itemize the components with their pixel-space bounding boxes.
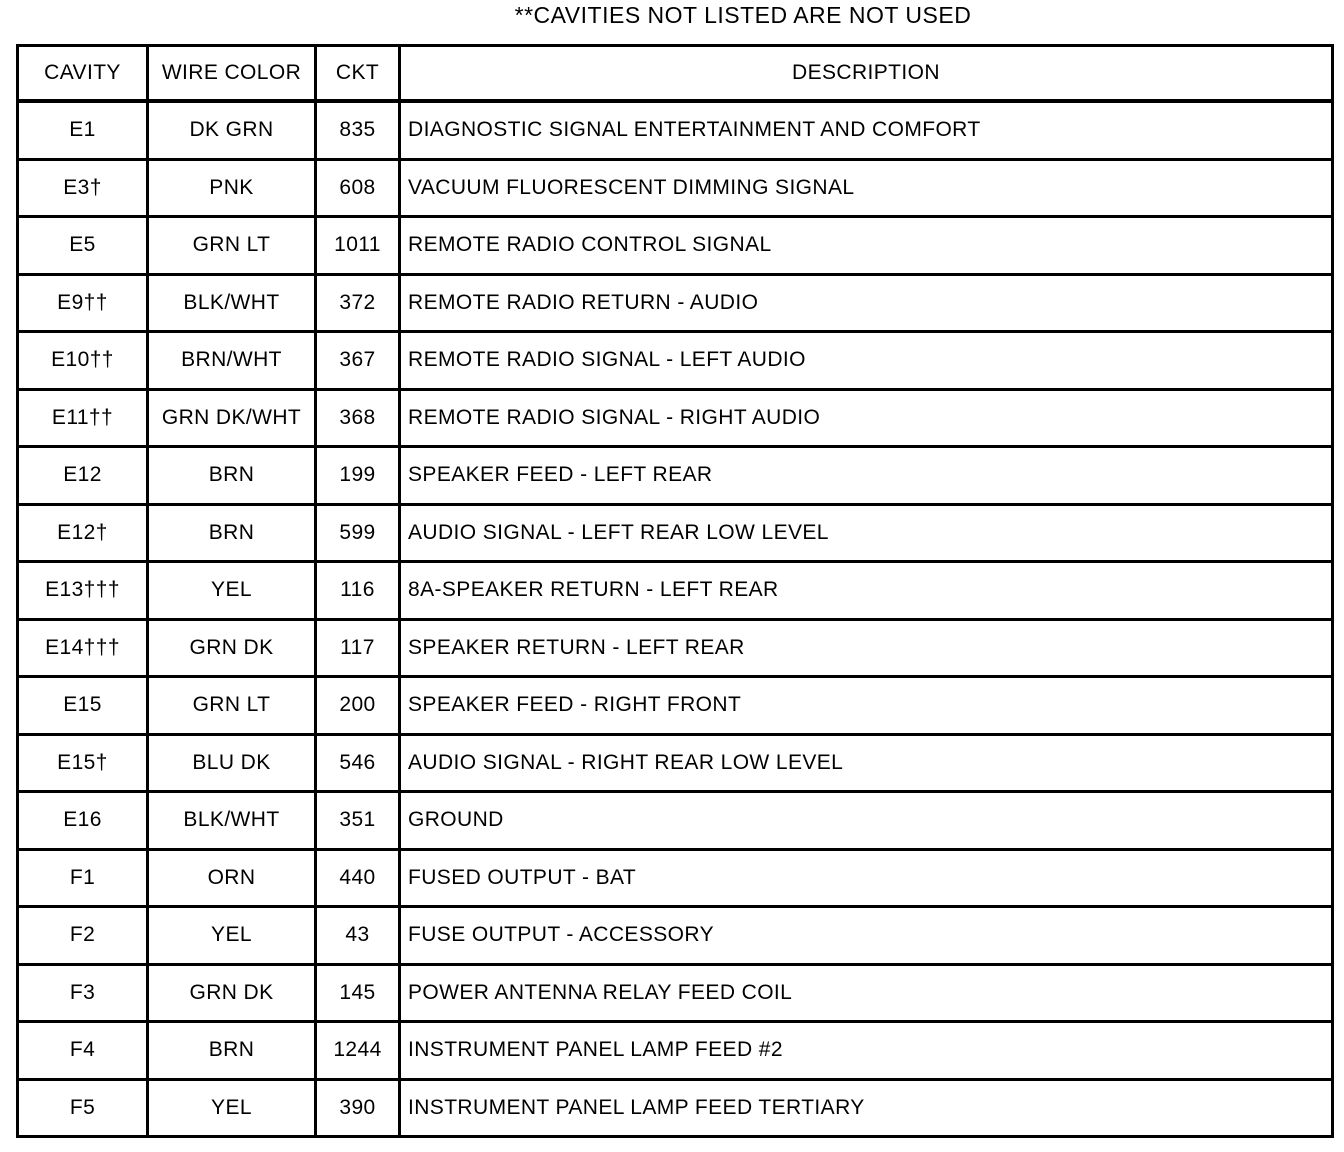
ckt-cell: 116 <box>317 563 401 618</box>
ckt-cell: 372 <box>317 276 401 331</box>
description-cell: AUDIO SIGNAL - RIGHT REAR LOW LEVEL <box>408 750 844 774</box>
header-description: DESCRIPTION <box>792 61 940 84</box>
description-cell: FUSED OUTPUT - BAT <box>408 865 637 889</box>
wire-color-cell: GRN DK <box>149 966 317 1021</box>
cavity-cell: F1 <box>19 851 149 906</box>
ckt-cell: 367 <box>317 333 401 388</box>
description-cell: REMOTE RADIO CONTROL SIGNAL <box>408 233 772 257</box>
table-body <box>19 103 1331 1138</box>
table-row <box>19 966 1331 1024</box>
description-cell: SPEAKER RETURN - LEFT REAR <box>408 635 745 659</box>
wire-color-cell: YEL <box>149 1081 317 1136</box>
table-header-row <box>19 47 1331 103</box>
wire-color-cell: DK GRN <box>149 103 317 158</box>
wire-color-cell: PNK <box>149 161 317 216</box>
ckt-cell: 440 <box>317 851 401 906</box>
table-row <box>19 103 1331 161</box>
cavity-cell: F2 <box>19 908 149 963</box>
description-cell: SPEAKER FEED - RIGHT FRONT <box>408 693 742 717</box>
cavity-cell: F4 <box>19 1023 149 1078</box>
ckt-cell: 200 <box>317 678 401 733</box>
table-row <box>19 1081 1331 1139</box>
cavity-cell: F3 <box>19 966 149 1021</box>
ckt-cell: 1244 <box>317 1023 401 1078</box>
table-row <box>19 736 1331 794</box>
description-cell: DIAGNOSTIC SIGNAL ENTERTAINMENT AND COMFORT <box>408 118 981 142</box>
table-row <box>19 1023 1331 1081</box>
description-cell: 8A-SPEAKER RETURN - LEFT REAR <box>408 578 779 602</box>
table-row <box>19 391 1331 449</box>
ckt-cell: 608 <box>317 161 401 216</box>
description-cell: INSTRUMENT PANEL LAMP FEED TERTIARY <box>408 1095 865 1119</box>
wire-color-cell: BRN <box>149 1023 317 1078</box>
table-row <box>19 506 1331 564</box>
wire-color-cell: BLU DK <box>149 736 317 791</box>
table-row <box>19 333 1331 391</box>
wire-color-cell: ORN <box>149 851 317 906</box>
cavity-cell: E15† <box>19 736 149 791</box>
cavity-cell: E3† <box>19 161 149 216</box>
ckt-cell: 351 <box>317 793 401 848</box>
wire-color-cell: GRN LT <box>149 218 317 273</box>
header-cavity: CAVITY <box>19 47 149 99</box>
table-row <box>19 276 1331 334</box>
cavity-cell: E10†† <box>19 333 149 388</box>
cavity-cell: E5 <box>19 218 149 273</box>
cavity-cell: E1 <box>19 103 149 158</box>
wire-color-cell: YEL <box>149 563 317 618</box>
wire-color-cell: BLK/WHT <box>149 793 317 848</box>
header-ckt: CKT <box>317 47 401 99</box>
table-row <box>19 218 1331 276</box>
ckt-cell: 546 <box>317 736 401 791</box>
description-cell: AUDIO SIGNAL - LEFT REAR LOW LEVEL <box>408 520 829 544</box>
cavity-cell: E16 <box>19 793 149 848</box>
ckt-cell: 835 <box>317 103 401 158</box>
ckt-cell: 117 <box>317 621 401 676</box>
description-cell: REMOTE RADIO SIGNAL - LEFT AUDIO <box>408 348 806 372</box>
description-cell: SPEAKER FEED - LEFT REAR <box>408 463 713 487</box>
description-cell: REMOTE RADIO SIGNAL - RIGHT AUDIO <box>408 405 821 429</box>
ckt-cell: 368 <box>317 391 401 446</box>
description-cell: POWER ANTENNA RELAY FEED COIL <box>408 980 793 1004</box>
table-row <box>19 851 1331 909</box>
description-cell: VACUUM FLUORESCENT DIMMING SIGNAL <box>408 175 855 199</box>
ckt-cell: 390 <box>317 1081 401 1136</box>
table-row <box>19 563 1331 621</box>
ckt-cell: 145 <box>317 966 401 1021</box>
wire-color-cell: YEL <box>149 908 317 963</box>
cavity-cell: E15 <box>19 678 149 733</box>
table-row <box>19 678 1331 736</box>
cavity-cell: E12 <box>19 448 149 503</box>
cavity-cell: F5 <box>19 1081 149 1136</box>
header-wire-color: WIRE COLOR <box>149 47 317 99</box>
cavity-cell: E9†† <box>19 276 149 331</box>
table-row <box>19 793 1331 851</box>
cavity-cell: E14††† <box>19 621 149 676</box>
cavity-cell: E11†† <box>19 391 149 446</box>
wire-color-cell: BRN <box>149 448 317 503</box>
ckt-cell: 599 <box>317 506 401 561</box>
connector-pinout-table <box>16 44 1334 1138</box>
cavity-cell: E12† <box>19 506 149 561</box>
wire-color-cell: BRN/WHT <box>149 333 317 388</box>
table-row <box>19 908 1331 966</box>
description-cell: FUSE OUTPUT - ACCESSORY <box>408 923 714 947</box>
ckt-cell: 199 <box>317 448 401 503</box>
wire-color-cell: GRN DK/WHT <box>149 391 317 446</box>
wire-color-cell: GRN LT <box>149 678 317 733</box>
wire-color-cell: BLK/WHT <box>149 276 317 331</box>
table-row <box>19 621 1331 679</box>
description-cell: REMOTE RADIO RETURN - AUDIO <box>408 290 759 314</box>
table-row <box>19 161 1331 219</box>
description-cell: INSTRUMENT PANEL LAMP FEED #2 <box>408 1038 783 1062</box>
table-row <box>19 448 1331 506</box>
cavity-cell: E13††† <box>19 563 149 618</box>
wire-color-cell: GRN DK <box>149 621 317 676</box>
description-cell: GROUND <box>408 808 504 832</box>
ckt-cell: 1011 <box>317 218 401 273</box>
ckt-cell: 43 <box>317 908 401 963</box>
wire-color-cell: BRN <box>149 506 317 561</box>
unused-cavities-note: **CAVITIES NOT LISTED ARE NOT USED <box>514 2 972 28</box>
